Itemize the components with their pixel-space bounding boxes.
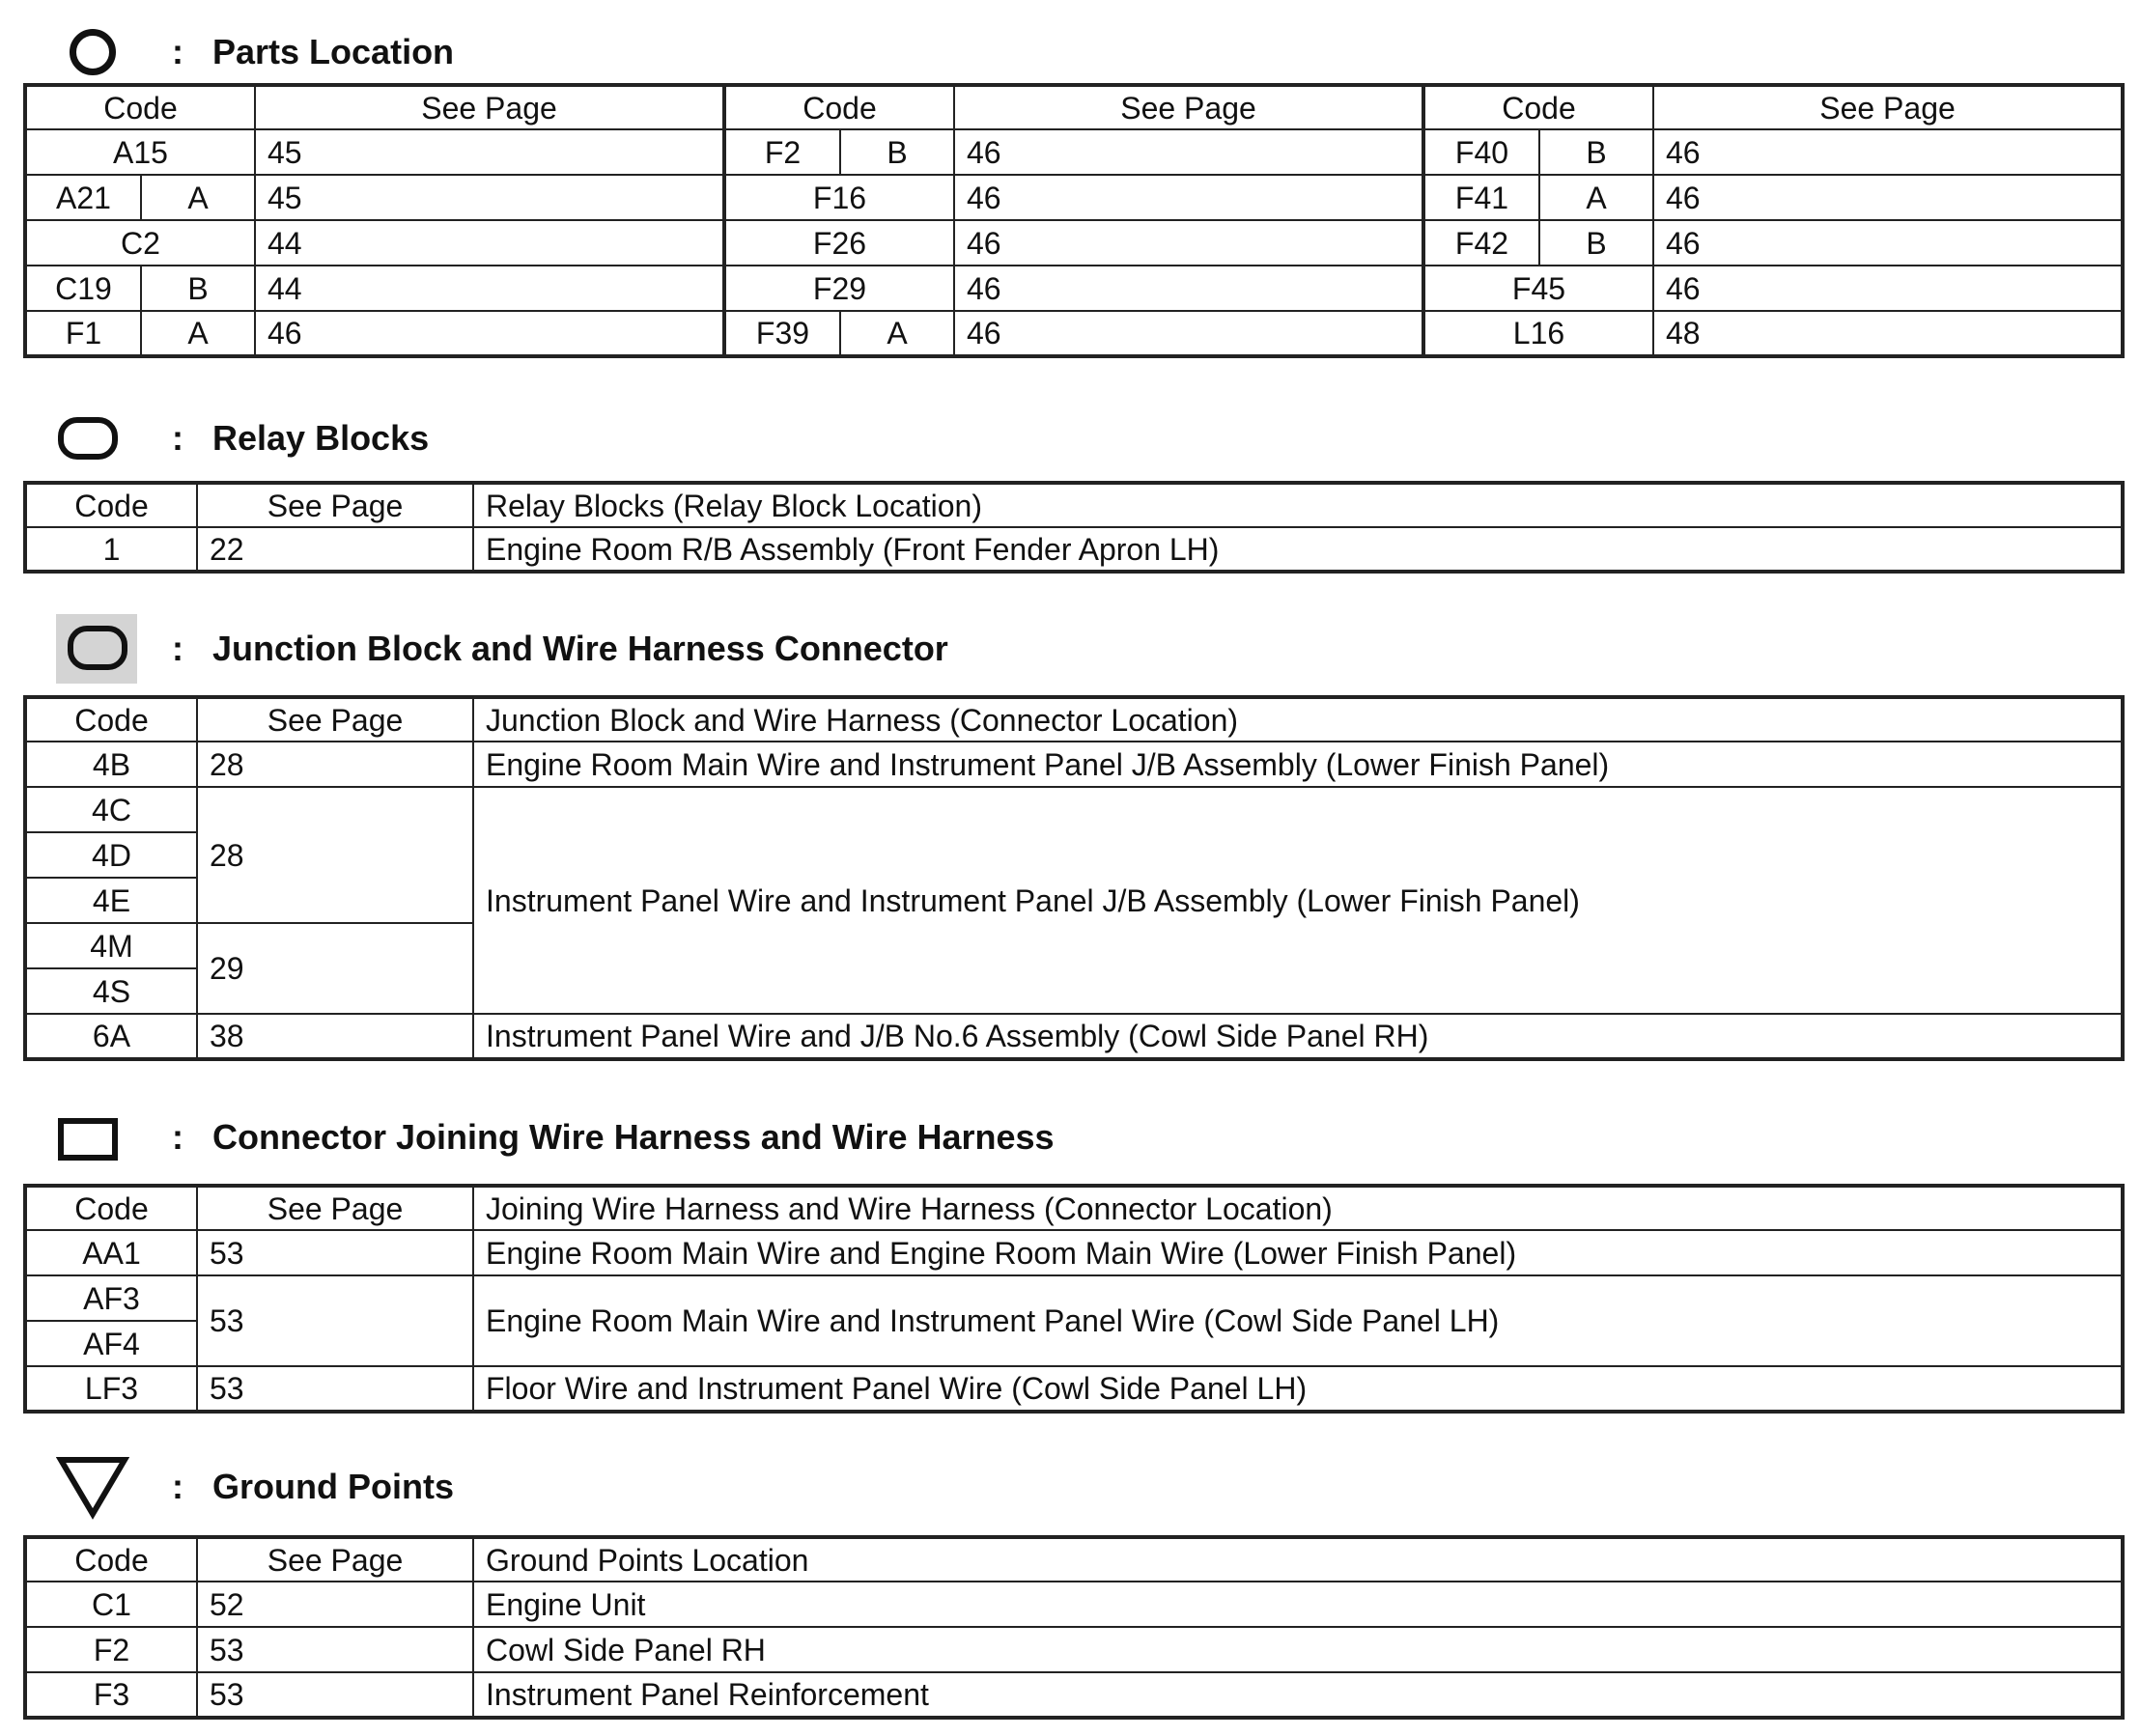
description-cell: Instrument Panel Reinforcement [473, 1672, 2123, 1718]
table-row [25, 1582, 2123, 1627]
code-cell: F29 [724, 266, 954, 311]
page-cell: 46 [1653, 266, 2123, 311]
description-cell: Engine Room Main Wire and Instrument Panel J/B Assembly (Lower Finish Panel) [473, 742, 2123, 787]
table-row [25, 1014, 2123, 1059]
description-cell: Engine Unit [473, 1582, 2123, 1627]
rounded-rect-shaded-icon [68, 626, 127, 670]
parts-header-code-3: Code [1423, 85, 1653, 129]
triangle-down-icon [56, 1456, 129, 1520]
page-cell: 29 [197, 923, 473, 1014]
page-cell: 46 [1653, 220, 2123, 266]
code-cell: 4B [25, 742, 197, 787]
table-row [25, 527, 2123, 572]
junction-header-page: See Page [197, 697, 473, 742]
junction-block-header [0, 614, 2140, 691]
parts-header-page-1: See Page [255, 85, 724, 129]
relay-header-row [25, 483, 2123, 527]
junction-block-table [23, 695, 2125, 1061]
code-cell: F2 [724, 129, 840, 175]
parts-colon: : [172, 32, 183, 71]
connector-joining-title: Connector Joining Wire Harness and Wire Harness [212, 1117, 1055, 1157]
ground-colon: : [172, 1467, 183, 1506]
square-icon [58, 1118, 118, 1161]
code-cell: 1 [25, 527, 197, 572]
page-cell: 28 [197, 742, 473, 787]
parts-header-row [25, 85, 2123, 129]
page-cell: 46 [954, 266, 1423, 311]
code-cell: F1 [25, 311, 141, 356]
code-cell: A15 [25, 129, 255, 175]
table-row [25, 787, 2123, 832]
parts-location-table [23, 83, 2125, 358]
code-cell: A21 [25, 175, 141, 220]
code-cell: C1 [25, 1582, 197, 1627]
code-cell: C19 [25, 266, 141, 311]
page-cell: 46 [954, 129, 1423, 175]
code-cell: F3 [25, 1672, 197, 1718]
connector-joining-table [23, 1184, 2125, 1414]
code-cell: F2 [25, 1627, 197, 1672]
table-row [25, 175, 2123, 220]
connector-header-location: Joining Wire Harness and Wire Harness (Connector Location) [473, 1186, 2123, 1230]
junction-header-location: Junction Block and Wire Harness (Connector Location) [473, 697, 2123, 742]
table-row [25, 1275, 2123, 1321]
relay-header-code: Code [25, 483, 197, 527]
sub-cell: B [141, 266, 255, 311]
code-cell: 4C [25, 787, 197, 832]
description-cell: Floor Wire and Instrument Panel Wire (Cowl Side Panel LH) [473, 1366, 2123, 1412]
code-cell: F41 [1423, 175, 1539, 220]
junction-block-title: Junction Block and Wire Harness Connector [212, 629, 948, 668]
code-cell: F45 [1423, 266, 1653, 311]
code-cell: AF4 [25, 1321, 197, 1366]
code-cell: F39 [724, 311, 840, 356]
page-cell: 46 [1653, 175, 2123, 220]
table-row [25, 129, 2123, 175]
junction-header-row [25, 697, 2123, 742]
table-row [25, 266, 2123, 311]
code-cell: LF3 [25, 1366, 197, 1412]
description-cell: Engine Room R/B Assembly (Front Fender Apron LH) [473, 527, 2123, 572]
code-cell: C2 [25, 220, 255, 266]
ground-header-code: Code [25, 1537, 197, 1582]
junction-colon: : [172, 629, 183, 668]
parts-header-page-3: See Page [1653, 85, 2123, 129]
code-cell: F26 [724, 220, 954, 266]
code-cell: 4D [25, 832, 197, 878]
code-cell: 4S [25, 968, 197, 1014]
rounded-rect-icon [58, 417, 118, 460]
sub-cell: A [1539, 175, 1653, 220]
sub-cell: B [1539, 220, 1653, 266]
page-cell: 38 [197, 1014, 473, 1059]
page-cell: 53 [197, 1627, 473, 1672]
code-cell: AF3 [25, 1275, 197, 1321]
table-row [25, 742, 2123, 787]
sub-cell: A [141, 311, 255, 356]
connector-header-page: See Page [197, 1186, 473, 1230]
sub-cell: B [840, 129, 954, 175]
code-cell: 6A [25, 1014, 197, 1059]
code-cell: 4M [25, 923, 197, 968]
relay-header-location: Relay Blocks (Relay Block Location) [473, 483, 2123, 527]
circle-icon [70, 29, 116, 75]
page-cell: 44 [255, 266, 724, 311]
code-cell: F40 [1423, 129, 1539, 175]
ground-points-header [0, 1456, 2140, 1533]
connector-joining-header [0, 1108, 2140, 1186]
description-cell: Engine Room Main Wire and Engine Room Main Wire (Lower Finish Panel) [473, 1230, 2123, 1275]
code-cell: F42 [1423, 220, 1539, 266]
description-cell: Engine Room Main Wire and Instrument Panel Wire (Cowl Side Panel LH) [473, 1275, 2123, 1366]
relay-colon: : [172, 418, 183, 458]
page-cell: 46 [255, 311, 724, 356]
code-cell: AA1 [25, 1230, 197, 1275]
page-cell: 53 [197, 1275, 473, 1366]
page-cell: 53 [197, 1366, 473, 1412]
relay-blocks-header [0, 413, 2140, 490]
page-cell: 53 [197, 1672, 473, 1718]
relay-blocks-title: Relay Blocks [212, 418, 430, 458]
parts-header-page-2: See Page [954, 85, 1423, 129]
page-cell: 45 [255, 175, 724, 220]
table-row [25, 1672, 2123, 1718]
relay-header-page: See Page [197, 483, 473, 527]
page-cell: 52 [197, 1582, 473, 1627]
table-row [25, 220, 2123, 266]
relay-blocks-table [23, 481, 2125, 574]
table-row [25, 1627, 2123, 1672]
parts-location-title: Parts Location [212, 32, 455, 71]
connector-header-row [25, 1186, 2123, 1230]
sub-cell: B [1539, 129, 1653, 175]
page-cell: 46 [954, 220, 1423, 266]
ground-header-page: See Page [197, 1537, 473, 1582]
table-row [25, 311, 2123, 356]
ground-points-title: Ground Points [212, 1467, 454, 1506]
page-cell: 48 [1653, 311, 2123, 356]
connector-colon: : [172, 1117, 183, 1157]
page-cell: 46 [954, 311, 1423, 356]
ground-points-table [23, 1535, 2125, 1720]
description-cell: Cowl Side Panel RH [473, 1627, 2123, 1672]
parts-header-code-2: Code [724, 85, 954, 129]
sub-cell: A [141, 175, 255, 220]
ground-header-row [25, 1537, 2123, 1582]
table-row [25, 1366, 2123, 1412]
connector-header-code: Code [25, 1186, 197, 1230]
page-cell: 22 [197, 527, 473, 572]
sub-cell: A [840, 311, 954, 356]
code-cell: F16 [724, 175, 954, 220]
page-cell: 53 [197, 1230, 473, 1275]
ground-header-location: Ground Points Location [473, 1537, 2123, 1582]
table-row [25, 1230, 2123, 1275]
junction-header-code: Code [25, 697, 197, 742]
page-cell: 44 [255, 220, 724, 266]
code-cell: 4E [25, 878, 197, 923]
parts-header-code-1: Code [25, 85, 255, 129]
page-cell: 46 [954, 175, 1423, 220]
description-cell: Instrument Panel Wire and J/B No.6 Assembly (Cowl Side Panel RH) [473, 1014, 2123, 1059]
code-cell: L16 [1423, 311, 1653, 356]
page-cell: 46 [1653, 129, 2123, 175]
page-cell: 28 [197, 787, 473, 923]
description-cell: Instrument Panel Wire and Instrument Panel J/B Assembly (Lower Finish Panel) [473, 787, 2123, 1014]
page-cell: 45 [255, 129, 724, 175]
